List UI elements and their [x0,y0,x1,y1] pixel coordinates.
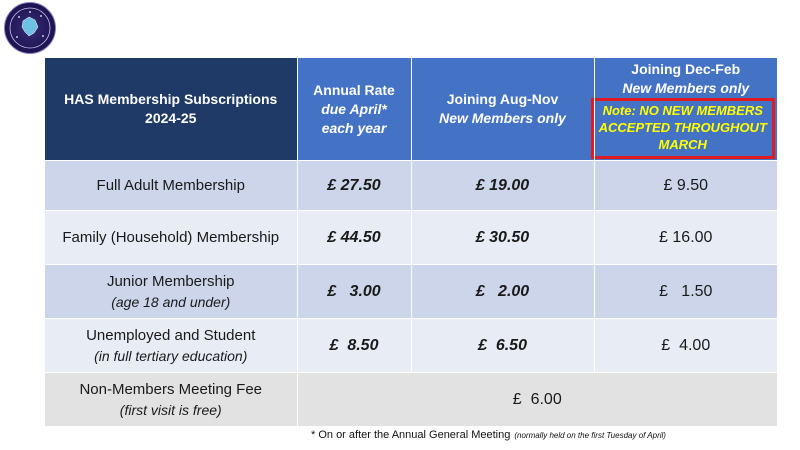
society-logo [4,2,56,54]
decfeb-value: £ 1.50 [594,265,777,319]
membership-subscriptions-table [45,58,777,426]
row-label [45,161,297,211]
augnov-sub: New Members only [439,110,566,126]
annual-rate-value: £ 3.00 [297,265,411,319]
decfeb-value: £ 16.00 [594,211,777,265]
footnote [311,429,666,441]
augnov-header [411,58,594,161]
augnov-value: £ 2.00 [411,265,594,319]
augnov-label: Joining Aug-Nov [446,91,559,107]
annual-rate-sub1: due April* [321,100,387,117]
table-row [45,211,777,265]
meeting-fee-value: £ 6.00 [297,373,777,427]
non-members-row [45,373,777,427]
logo-emblem-icon [5,3,55,53]
table-title-cell [45,58,297,161]
no-new-members-note [591,98,776,159]
footnote-small: (normally held on the first Tuesday of April) [514,431,666,440]
row-label-text: Unemployed and Student [86,326,256,344]
row-label [45,373,297,427]
annual-rate-value: £ 27.50 [297,161,411,211]
annual-rate-sub2: each year [321,119,387,136]
table-row [45,161,777,211]
augnov-value: £ 6.50 [411,319,594,373]
row-label [45,319,297,373]
table-title: HAS Membership Subscriptions [64,91,278,107]
table-row [45,319,777,373]
table-header-row [45,58,777,161]
annual-rate-header [297,58,411,161]
row-label-sub: (first visit is free) [119,401,222,418]
augnov-value: £ 30.50 [411,211,594,265]
decfeb-sub: New Members only [622,79,750,96]
row-label [45,265,297,319]
augnov-value: £ 19.00 [411,161,594,211]
decfeb-label: Joining Dec-Feb [631,60,741,77]
row-label-text: Non-Members Meeting Fee [79,380,263,398]
decfeb-header [594,58,777,161]
row-label-sub: (age 18 and under) [111,293,231,310]
row-label-text: Family (Household) Membership [62,228,280,246]
decfeb-value: £ 9.50 [594,161,777,211]
note-line3: MARCH [658,136,707,152]
note-line1: Note: NO NEW MEMBERS [602,102,763,118]
note-line2: ACCEPTED THROUGHOUT [598,119,767,135]
annual-rate-value: £ 44.50 [297,211,411,265]
annual-rate-value: £ 8.50 [297,319,411,373]
decfeb-value: £ 4.00 [594,319,777,373]
row-label [45,211,297,265]
annual-rate-label: Annual Rate [313,81,395,98]
table-title-year: 2024-25 [145,110,197,126]
row-label-sub: (in full tertiary education) [94,347,248,364]
footnote-main: * On or after the Annual General Meeting [311,429,511,441]
table-row [45,265,777,319]
row-label-text: Full Adult Membership [96,176,245,194]
row-label-text: Junior Membership [106,272,235,290]
